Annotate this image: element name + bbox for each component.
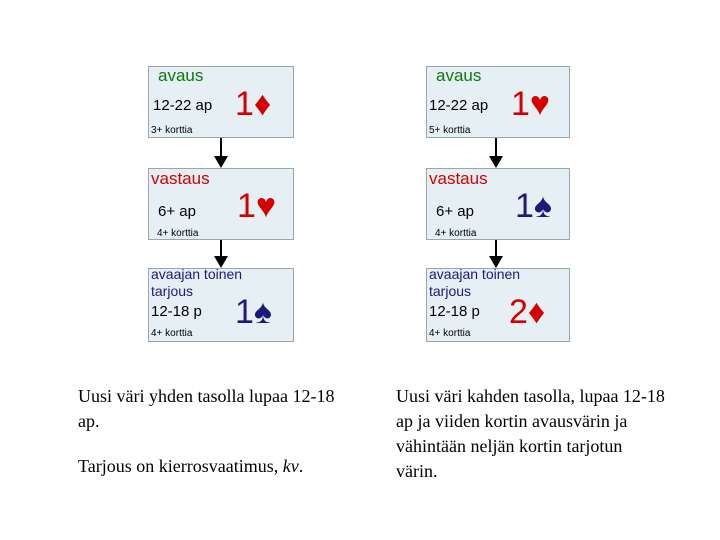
left-note-1: Uusi väri yhden tasolla lupaa 12-18 ap. bbox=[78, 386, 335, 431]
left-response-cards: 4+ korttia bbox=[157, 228, 199, 239]
right-arrow-1 bbox=[489, 138, 503, 168]
right-rebid-head-2: tarjous bbox=[429, 283, 472, 299]
left-note-2-prefix: Tarjous on kierrosvaatimus, bbox=[78, 456, 283, 476]
right-response-head: vastaus bbox=[429, 169, 488, 188]
right-arrow-2 bbox=[489, 240, 503, 268]
right-note-text: Uusi väri kahden tasolla, lupaa 12-18 ap ja viiden kortin avausvärin ja vähintään neljän kortin tarjotun värin. bbox=[396, 386, 665, 481]
right-opening-points: 12-22 ap bbox=[429, 97, 489, 114]
left-opening-box bbox=[148, 66, 294, 138]
right-response-bid: 1♠ bbox=[515, 187, 552, 225]
left-rebid-cards: 4+ korttia bbox=[151, 328, 193, 339]
right-opening-head: avaus bbox=[436, 66, 482, 85]
right-response-cards: 4+ korttia bbox=[435, 228, 477, 239]
right-response-points: 6+ ap bbox=[436, 203, 474, 220]
right-opening-bid: 1♥ bbox=[511, 85, 551, 123]
left-opening-cards: 3+ korttia bbox=[151, 125, 193, 136]
right-rebid-head-1: avaajan toinen bbox=[429, 266, 521, 282]
left-response-points: 6+ ap bbox=[158, 203, 196, 220]
left-rebid-bid: 1♠ bbox=[235, 293, 272, 331]
left-arrow-1 bbox=[214, 138, 228, 168]
right-rebid-cards: 4+ korttia bbox=[429, 328, 471, 339]
right-rebid-box bbox=[426, 268, 570, 342]
left-rebid-head-2: tarjous bbox=[151, 283, 194, 299]
left-note-2-suffix: . bbox=[298, 456, 304, 476]
left-opening-bid: 1♦ bbox=[235, 85, 272, 123]
right-rebid-points: 12-18 p bbox=[429, 303, 480, 320]
left-rebid-head-1: avaajan toinen bbox=[151, 266, 243, 282]
left-response-bid: 1♥ bbox=[237, 187, 277, 225]
left-opening-points: 12-22 ap bbox=[153, 97, 213, 114]
left-rebid-points: 12-18 p bbox=[151, 303, 202, 320]
left-arrow-2 bbox=[214, 240, 228, 268]
left-note bbox=[78, 384, 350, 479]
right-rebid-bid: 2♦ bbox=[509, 293, 546, 331]
right-response-box bbox=[426, 168, 570, 240]
left-response-box bbox=[148, 168, 294, 240]
left-rebid-box bbox=[148, 268, 294, 342]
right-note bbox=[396, 384, 666, 484]
left-note-2-em: kv bbox=[282, 456, 299, 476]
right-opening-box bbox=[426, 66, 570, 138]
left-note-2 bbox=[78, 454, 350, 479]
left-response-head: vastaus bbox=[151, 169, 210, 188]
left-opening-head: avaus bbox=[158, 66, 204, 85]
right-opening-cards: 5+ korttia bbox=[429, 125, 471, 136]
